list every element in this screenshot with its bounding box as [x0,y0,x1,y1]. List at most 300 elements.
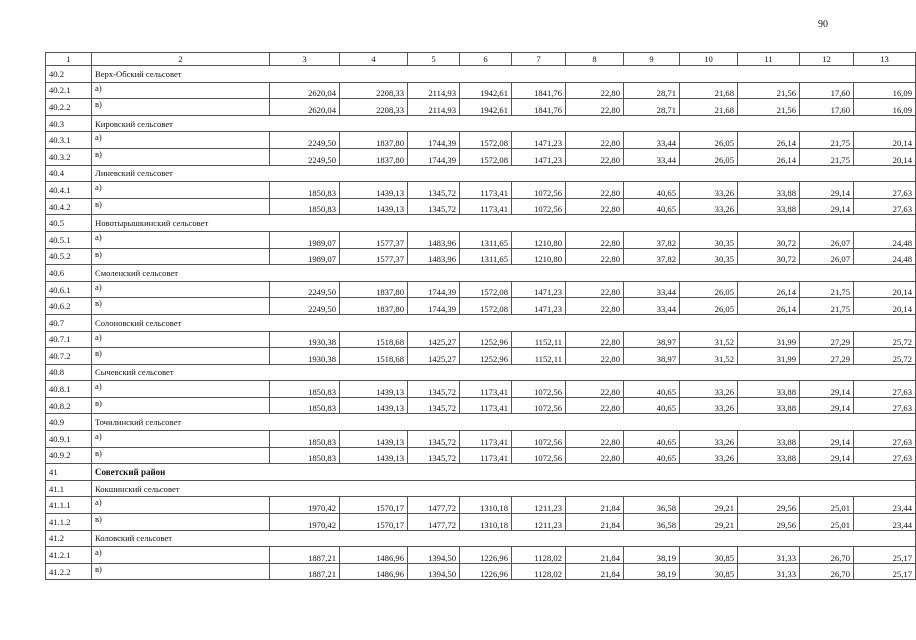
table-cell: 1439,13 [340,447,408,464]
table-cell: 22,80 [566,82,624,99]
section-title: Сычевский сельсовет [92,364,916,381]
column-header: 11 [738,53,800,66]
table-cell: 27,29 [800,348,854,365]
table-cell: 40,65 [624,397,680,414]
row-label: в) [92,198,270,215]
table-cell: 1970,42 [270,497,340,514]
row-code: 40.2.1 [46,82,92,99]
table-cell: 26,05 [680,132,738,149]
section-row [46,314,916,331]
table-row [46,281,916,298]
row-label: а) [92,82,270,99]
section-row [46,265,916,282]
section-row [46,364,916,381]
table-cell: 21,75 [800,132,854,149]
row-code: 40.8 [46,364,92,381]
section-title: Солоновский сельсовет [92,314,916,331]
table-cell: 1128,02 [512,563,566,580]
table-cell: 1572,08 [460,132,512,149]
section-title: Коловский сельсовет [92,530,916,547]
section-row [46,530,916,547]
table-cell: 33,88 [738,431,800,448]
table-cell: 1252,96 [460,331,512,348]
table-cell: 2249,50 [270,132,340,149]
table-cell: 1837,80 [340,298,408,315]
row-label: а) [92,132,270,149]
table-cell: 1570,17 [340,514,408,531]
table-cell: 27,63 [854,431,916,448]
table-cell: 1989,07 [270,231,340,248]
row-code: 40.4.1 [46,182,92,199]
row-code: 40.9 [46,414,92,431]
table-cell: 26,05 [680,148,738,165]
table-cell: 1345,72 [408,397,460,414]
table-cell: 26,14 [738,298,800,315]
table-cell: 25,01 [800,497,854,514]
table-cell: 1471,23 [512,281,566,298]
row-label: а) [92,547,270,564]
table-cell: 33,88 [738,182,800,199]
section-title: Кировский сельсовет [92,115,916,132]
table-row [46,563,916,580]
table-cell: 1486,96 [340,563,408,580]
row-code: 40.5 [46,215,92,232]
table-cell: 1173,41 [460,198,512,215]
table-cell: 31,33 [738,547,800,564]
table-cell: 1850,83 [270,397,340,414]
row-code: 40.5.2 [46,248,92,265]
column-header: 8 [566,53,624,66]
table-cell: 25,72 [854,331,916,348]
row-label: в) [92,563,270,580]
table-cell: 1850,83 [270,381,340,398]
table-cell: 1439,13 [340,182,408,199]
table-cell: 20,14 [854,298,916,315]
table-cell: 33,44 [624,281,680,298]
table-cell: 22,80 [566,381,624,398]
table-cell: 22,80 [566,348,624,365]
table-cell: 38,97 [624,331,680,348]
table-cell: 27,63 [854,198,916,215]
table-cell: 1394,50 [408,547,460,564]
section-row [46,414,916,431]
table-cell: 26,07 [800,248,854,265]
table-cell: 1152,11 [512,331,566,348]
table-cell: 33,88 [738,447,800,464]
table-cell: 26,70 [800,563,854,580]
table-row [46,547,916,564]
table-cell: 33,88 [738,397,800,414]
table-cell: 1572,08 [460,298,512,315]
table-cell: 1425,27 [408,331,460,348]
table-cell: 22,80 [566,431,624,448]
table-cell: 25,72 [854,348,916,365]
table-cell: 30,72 [738,248,800,265]
row-code: 40.2.2 [46,99,92,116]
row-label: в) [92,397,270,414]
table-cell: 22,80 [566,298,624,315]
table-cell: 23,44 [854,497,916,514]
row-code: 40.3.2 [46,148,92,165]
table-cell: 33,26 [680,431,738,448]
column-header: 7 [512,53,566,66]
table-cell: 31,99 [738,348,800,365]
column-header: 4 [340,53,408,66]
table-cell: 1345,72 [408,447,460,464]
table-cell: 28,71 [624,99,680,116]
row-label: а) [92,431,270,448]
row-code: 40.6.2 [46,298,92,315]
table-cell: 21,84 [566,547,624,564]
table-row [46,447,916,464]
table-cell: 1152,11 [512,348,566,365]
table-cell: 1310,18 [460,514,512,531]
row-label: в) [92,298,270,315]
table-cell: 1439,13 [340,198,408,215]
table-cell: 36,58 [624,497,680,514]
row-label: в) [92,99,270,116]
table-cell: 27,63 [854,447,916,464]
table-cell: 20,14 [854,132,916,149]
table-row [46,514,916,531]
table-cell: 21,68 [680,99,738,116]
table-cell: 33,26 [680,182,738,199]
row-code: 40.9.2 [46,447,92,464]
table-cell: 1173,41 [460,397,512,414]
column-header: 5 [408,53,460,66]
table-cell: 21,75 [800,298,854,315]
table-cell: 1173,41 [460,431,512,448]
table-cell: 1439,13 [340,431,408,448]
row-label: а) [92,182,270,199]
table-cell: 22,80 [566,148,624,165]
table-cell: 1887,21 [270,547,340,564]
region-title: Советский район [92,464,916,481]
row-code: 40.8.1 [46,381,92,398]
table-cell: 21,84 [566,563,624,580]
table-cell: 1471,23 [512,298,566,315]
table-cell: 1345,72 [408,431,460,448]
table-cell: 21,68 [680,82,738,99]
section-row [46,66,916,83]
table-cell: 1570,17 [340,497,408,514]
table-cell: 31,52 [680,348,738,365]
column-header: 12 [800,53,854,66]
table-cell: 40,65 [624,431,680,448]
table-cell: 25,01 [800,514,854,531]
table-cell: 1173,41 [460,381,512,398]
table-cell: 26,14 [738,132,800,149]
table-cell: 1072,56 [512,182,566,199]
table-cell: 31,99 [738,331,800,348]
table-row [46,348,916,365]
table-cell: 38,19 [624,563,680,580]
table-cell: 40,65 [624,381,680,398]
table-cell: 1572,08 [460,148,512,165]
section-row [46,165,916,182]
table-cell: 1173,41 [460,182,512,199]
table-cell: 1577,37 [340,231,408,248]
table-row [46,248,916,265]
table-cell: 1477,72 [408,497,460,514]
table-cell: 1942,61 [460,82,512,99]
table-cell: 33,44 [624,132,680,149]
table-cell: 22,80 [566,397,624,414]
region-row [46,464,916,481]
table-cell: 2249,50 [270,298,340,315]
table-row [46,182,916,199]
table-cell: 25,17 [854,563,916,580]
table-cell: 1425,27 [408,348,460,365]
table-cell: 26,70 [800,547,854,564]
header-row [46,53,916,66]
table-cell: 22,80 [566,99,624,116]
column-header: 6 [460,53,512,66]
row-code: 40.5.1 [46,231,92,248]
table-cell: 1211,23 [512,497,566,514]
table-cell: 1311,65 [460,231,512,248]
table-cell: 1345,72 [408,182,460,199]
row-label: а) [92,381,270,398]
table-cell: 1930,38 [270,331,340,348]
table-row [46,381,916,398]
table-cell: 1394,50 [408,563,460,580]
table-cell: 40,65 [624,182,680,199]
table-cell: 1572,08 [460,281,512,298]
row-code: 40.7.1 [46,331,92,348]
row-code: 40.2 [46,66,92,83]
row-code: 40.4.2 [46,198,92,215]
table-cell: 26,14 [738,148,800,165]
table-cell: 27,63 [854,182,916,199]
table-cell: 1311,65 [460,248,512,265]
table-cell: 1486,96 [340,547,408,564]
column-header: 10 [680,53,738,66]
row-code: 41.2.2 [46,563,92,580]
table-cell: 25,17 [854,547,916,564]
table-cell: 28,71 [624,82,680,99]
row-code: 40.6.1 [46,281,92,298]
table-cell: 30,72 [738,231,800,248]
section-row [46,115,916,132]
table-cell: 1989,07 [270,248,340,265]
table-cell: 37,82 [624,231,680,248]
table-cell: 1210,80 [512,248,566,265]
table-cell: 27,63 [854,397,916,414]
section-title: Точилинский сельсовет [92,414,916,431]
table-cell: 33,44 [624,298,680,315]
table-cell: 2249,50 [270,148,340,165]
table-cell: 20,14 [854,148,916,165]
column-header: 9 [624,53,680,66]
row-code: 40.3 [46,115,92,132]
table-cell: 29,21 [680,497,738,514]
row-label: а) [92,331,270,348]
row-code: 40.7 [46,314,92,331]
table-cell: 1850,83 [270,447,340,464]
table-cell: 1345,72 [408,198,460,215]
table-cell: 1072,56 [512,431,566,448]
table-cell: 21,84 [566,514,624,531]
table-cell: 1226,96 [460,547,512,564]
table-cell: 29,14 [800,447,854,464]
table-cell: 1471,23 [512,148,566,165]
table-cell: 30,35 [680,231,738,248]
section-title: Линевский сельсовет [92,165,916,182]
row-code: 40.9.1 [46,431,92,448]
table-cell: 22,80 [566,132,624,149]
table-cell: 1128,02 [512,547,566,564]
table-cell: 2114,93 [408,82,460,99]
table-cell: 2208,33 [340,99,408,116]
table-cell: 29,14 [800,381,854,398]
table-cell: 2114,93 [408,99,460,116]
row-label: в) [92,248,270,265]
table-cell: 1518,68 [340,331,408,348]
table-cell: 30,85 [680,547,738,564]
column-header: 3 [270,53,340,66]
table-cell: 1226,96 [460,563,512,580]
table-cell: 1837,80 [340,148,408,165]
table-cell: 21,56 [738,99,800,116]
table-cell: 22,80 [566,447,624,464]
table-cell: 31,33 [738,563,800,580]
row-code: 41.1 [46,480,92,497]
table-cell: 1887,21 [270,563,340,580]
table-cell: 30,35 [680,248,738,265]
column-header: 2 [92,53,270,66]
table-cell: 1345,72 [408,381,460,398]
table-cell: 29,14 [800,431,854,448]
table-row [46,431,916,448]
row-label: в) [92,514,270,531]
section-row [46,480,916,497]
table-cell: 1211,23 [512,514,566,531]
table-cell: 37,82 [624,248,680,265]
row-code: 40.4 [46,165,92,182]
table-cell: 1477,72 [408,514,460,531]
table-cell: 36,58 [624,514,680,531]
table-cell: 2208,33 [340,82,408,99]
table-row [46,231,916,248]
row-label: в) [92,348,270,365]
table-cell: 30,85 [680,563,738,580]
table-cell: 16,09 [854,99,916,116]
table-cell: 33,26 [680,397,738,414]
table-cell: 22,80 [566,248,624,265]
table-cell: 29,56 [738,497,800,514]
table-cell: 1837,80 [340,132,408,149]
table-cell: 26,07 [800,231,854,248]
table-row [46,497,916,514]
table-cell: 24,48 [854,248,916,265]
row-code: 40.6 [46,265,92,282]
table-cell: 1970,42 [270,514,340,531]
table-row [46,82,916,99]
table-cell: 17,60 [800,82,854,99]
table-cell: 2620,04 [270,99,340,116]
row-code: 40.8.2 [46,397,92,414]
row-code: 40.7.2 [46,348,92,365]
table-cell: 21,75 [800,281,854,298]
table-cell: 26,05 [680,281,738,298]
row-code: 41.1.1 [46,497,92,514]
table-cell: 22,80 [566,281,624,298]
column-header: 1 [46,53,92,66]
table-cell: 22,80 [566,231,624,248]
section-title: Смоленский сельсовет [92,265,916,282]
table-cell: 1850,83 [270,198,340,215]
table-cell: 1577,37 [340,248,408,265]
table-cell: 1837,80 [340,281,408,298]
table-cell: 22,80 [566,182,624,199]
table-cell: 1173,41 [460,447,512,464]
table-cell: 1930,38 [270,348,340,365]
table-cell: 29,14 [800,198,854,215]
table-cell: 1744,39 [408,281,460,298]
table-cell: 1483,96 [408,248,460,265]
table-cell: 1072,56 [512,397,566,414]
table-row [46,148,916,165]
row-code: 41.1.2 [46,514,92,531]
table-cell: 17,60 [800,99,854,116]
row-code: 41.2 [46,530,92,547]
table-cell: 27,29 [800,331,854,348]
table-cell: 16,09 [854,82,916,99]
table-row [46,132,916,149]
table-cell: 1439,13 [340,381,408,398]
table-cell: 23,44 [854,514,916,531]
table-cell: 2620,04 [270,82,340,99]
table-cell: 1310,18 [460,497,512,514]
row-code: 41 [46,464,92,481]
table-cell: 24,48 [854,231,916,248]
table-row [46,397,916,414]
table-cell: 1518,68 [340,348,408,365]
table-cell: 21,84 [566,497,624,514]
table-cell: 40,65 [624,198,680,215]
table-cell: 2249,50 [270,281,340,298]
table-cell: 29,56 [738,514,800,531]
row-code: 41.2.1 [46,547,92,564]
section-row [46,215,916,232]
table-cell: 22,80 [566,331,624,348]
table-cell: 27,63 [854,381,916,398]
table-row [46,331,916,348]
table-cell: 21,56 [738,82,800,99]
row-label: а) [92,231,270,248]
table-cell: 1252,96 [460,348,512,365]
table-cell: 1744,39 [408,148,460,165]
table-row [46,198,916,215]
row-code: 40.3.1 [46,132,92,149]
table-cell: 1850,83 [270,431,340,448]
table-cell: 40,65 [624,447,680,464]
table-cell: 33,26 [680,447,738,464]
table-cell: 1744,39 [408,298,460,315]
table-cell: 33,26 [680,381,738,398]
table-cell: 1210,80 [512,231,566,248]
table-cell: 1471,23 [512,132,566,149]
table-cell: 22,80 [566,198,624,215]
row-label: в) [92,148,270,165]
table-cell: 38,97 [624,348,680,365]
table-row [46,298,916,315]
column-header: 13 [854,53,916,66]
table-row [46,99,916,116]
table-cell: 33,88 [738,381,800,398]
table-cell: 1850,83 [270,182,340,199]
